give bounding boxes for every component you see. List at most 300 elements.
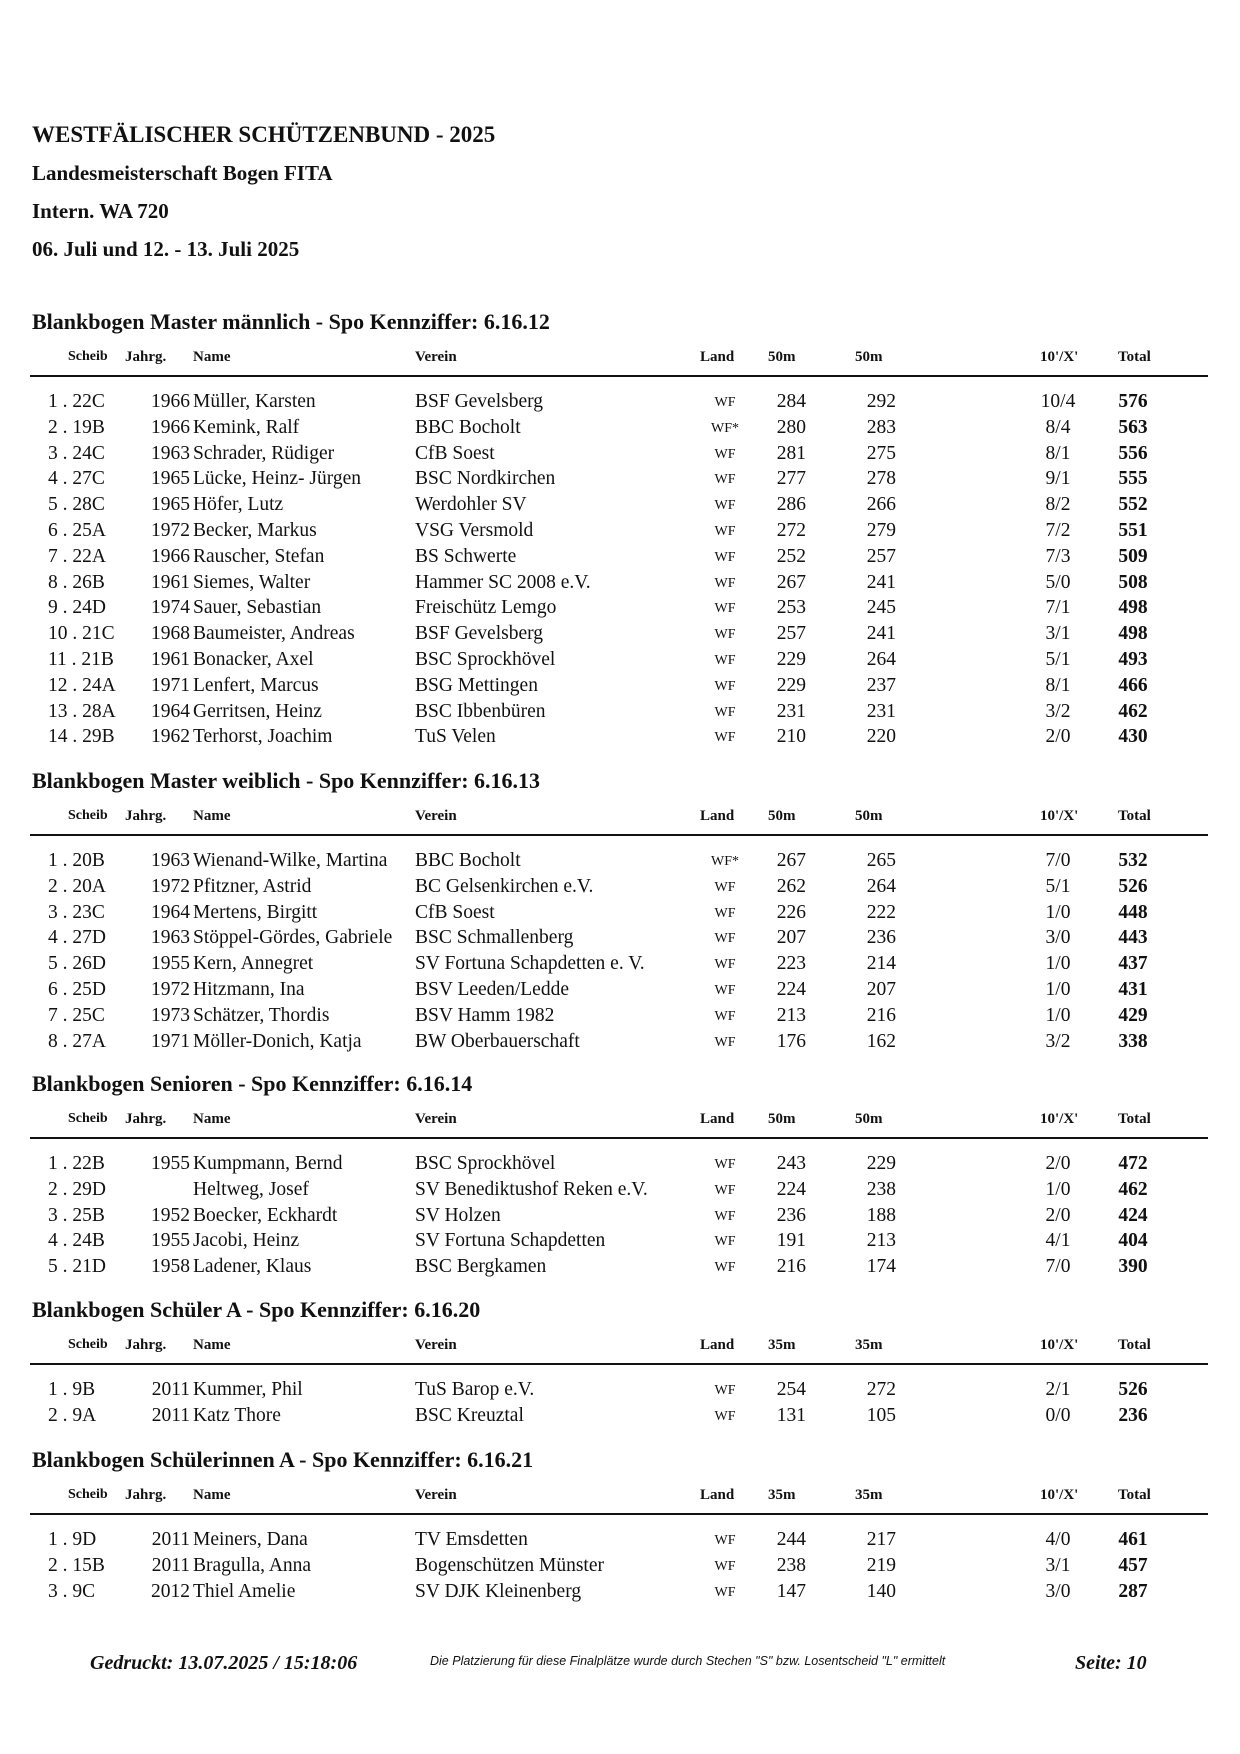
score-distance-1: 207: [776, 927, 806, 949]
region-code: WF: [714, 1383, 736, 1398]
athlete-name: Stöppel-Gördes, Gabriele: [193, 927, 393, 949]
rank-target: 2 . 29D: [48, 1178, 106, 1200]
region-code: WF: [714, 1157, 736, 1172]
rank-target: 2 . 19B: [48, 416, 105, 438]
tens-x-count: 5/1: [1045, 648, 1071, 670]
rank-target: 3 . 23C: [48, 901, 105, 923]
score-distance-2: 236: [866, 927, 896, 949]
score-distance-1: 224: [776, 978, 806, 1000]
athlete-name: Höfer, Lutz: [193, 494, 284, 516]
region-code: WF: [714, 627, 736, 643]
total-score: 498: [1118, 623, 1148, 645]
club-name: BC Gelsenkirchen e.V.: [415, 875, 594, 897]
region-code: WF: [714, 498, 736, 514]
score-distance-1: 267: [776, 850, 806, 871]
score-distance-1: 226: [776, 901, 806, 923]
tens-x-count: 7/1: [1045, 597, 1071, 619]
total-score: 526: [1118, 875, 1148, 897]
rank-target: 1 . 9D: [48, 1529, 97, 1550]
rank-target: 2 . 9A: [48, 1404, 97, 1426]
total-score: 532: [1118, 850, 1148, 871]
header-divider: [30, 1513, 1208, 1515]
results-table: [0, 1153, 1240, 1282]
score-distance-2: 292: [866, 391, 896, 412]
club-name: BBC Bocholt: [415, 850, 521, 871]
print-timestamp: Gedruckt: 13.07.2025 / 15:18:06: [90, 1652, 358, 1674]
score-distance-1: 176: [776, 1030, 806, 1052]
region-code: WF: [714, 957, 736, 973]
tens-x-count: 3/1: [1045, 623, 1071, 645]
region-code: WF: [714, 575, 736, 591]
column-header-row: [0, 1337, 1240, 1357]
score-distance-2: 278: [866, 468, 896, 490]
athlete-name: Schrader, Rüdiger: [193, 442, 335, 464]
region-code: WF: [714, 1034, 736, 1050]
table-row: [0, 649, 1240, 675]
birth-year: 2011: [151, 1529, 190, 1550]
tens-x-count: 3/0: [1045, 1580, 1071, 1602]
club-name: Bogenschützen Münster: [415, 1554, 605, 1576]
athlete-name: Pfitzner, Astrid: [193, 875, 312, 897]
column-header-land: Land: [700, 1337, 735, 1353]
total-score: 563: [1118, 416, 1148, 438]
score-distance-1: 272: [776, 519, 806, 541]
tens-x-count: 3/0: [1045, 927, 1071, 949]
tens-x-count: 0/0: [1045, 1404, 1071, 1426]
birth-year: 1964: [151, 700, 190, 722]
club-name: BSC Bergkamen: [415, 1256, 547, 1278]
score-distance-2: 229: [866, 1153, 896, 1174]
tens-x-count: 5/0: [1045, 571, 1071, 593]
table-row: [0, 979, 1240, 1005]
table-row: [0, 1031, 1240, 1057]
athlete-name: Baumeister, Andreas: [193, 623, 355, 645]
club-name: BBC Bocholt: [415, 416, 521, 438]
score-distance-2: 231: [866, 700, 896, 722]
athlete-name: Bonacker, Axel: [193, 648, 314, 670]
total-score: 466: [1118, 674, 1148, 696]
region-code: WF: [714, 730, 736, 746]
score-distance-2: 220: [866, 726, 896, 748]
birth-year: 2011: [151, 1554, 190, 1576]
birth-year: 1974: [151, 597, 190, 619]
score-distance-1: 281: [776, 442, 806, 464]
club-name: CfB Soest: [415, 901, 495, 923]
club-name: SV Fortuna Schapdetten: [415, 1230, 606, 1252]
region-code: WF: [714, 1260, 736, 1276]
column-header-name: Name: [193, 1487, 231, 1503]
birth-year: 1955: [151, 1230, 190, 1252]
club-name: Hammer SC 2008 e.V.: [415, 571, 591, 593]
score-distance-2: 105: [866, 1404, 896, 1426]
athlete-name: Kern, Annegret: [193, 953, 314, 975]
score-distance-1: 229: [776, 648, 806, 670]
total-score: 462: [1118, 700, 1148, 722]
column-header-x: 10'/X': [1040, 349, 1079, 365]
table-row: [0, 876, 1240, 902]
rank-target: 8 . 27A: [48, 1030, 106, 1052]
score-distance-1: 236: [776, 1204, 806, 1226]
region-code: WF: [714, 523, 736, 539]
total-score: 430: [1118, 726, 1148, 748]
column-header-d2: 50m: [855, 808, 883, 824]
table-row: [0, 1230, 1240, 1256]
tens-x-count: 10/4: [1040, 391, 1076, 412]
athlete-name: Kummer, Phil: [193, 1379, 303, 1400]
score-distance-1: 213: [776, 1004, 806, 1026]
score-distance-1: 254: [776, 1379, 806, 1400]
page-footer: [0, 1652, 1240, 1682]
total-score: 404: [1118, 1230, 1148, 1252]
region-code: WF: [714, 905, 736, 921]
athlete-name: Kumpmann, Bernd: [193, 1153, 343, 1174]
table-row: [0, 1529, 1240, 1555]
athlete-name: Lücke, Heinz- Jürgen: [193, 468, 362, 490]
rank-target: 12 . 24A: [48, 674, 116, 696]
region-code: WF: [714, 879, 736, 895]
total-score: 526: [1118, 1379, 1148, 1400]
column-header-x: 10'/X': [1040, 1337, 1079, 1353]
rank-target: 3 . 25B: [48, 1204, 105, 1226]
rank-target: 7 . 25C: [48, 1004, 105, 1026]
table-row: [0, 953, 1240, 979]
score-distance-2: 238: [866, 1178, 896, 1200]
section-title: Blankbogen Master männlich - Spo Kennziffer: 6.16.12: [32, 309, 550, 334]
club-name: BSC Sprockhövel: [415, 1153, 556, 1174]
results-table: [0, 850, 1240, 1056]
birth-year: 1968: [151, 623, 190, 645]
column-header-x: 10'/X': [1040, 1111, 1079, 1127]
rank-target: 5 . 28C: [48, 494, 105, 516]
column-header-total: Total: [1118, 808, 1151, 824]
score-distance-2: 162: [866, 1030, 896, 1052]
total-score: 431: [1118, 978, 1148, 1000]
column-header-d1: 50m: [768, 1111, 796, 1127]
total-score: 236: [1118, 1404, 1148, 1426]
club-name: TV Emsdetten: [415, 1529, 528, 1550]
table-row: [0, 546, 1240, 572]
header-divider: [30, 1363, 1208, 1365]
total-score: 551: [1118, 519, 1148, 541]
athlete-name: Siemes, Walter: [193, 571, 311, 593]
table-row: [0, 468, 1240, 494]
rank-target: 4 . 24B: [48, 1230, 105, 1252]
club-name: BSC Schmallenberg: [415, 927, 574, 949]
region-code: WF*: [711, 854, 739, 869]
birth-year: 1964: [151, 901, 190, 923]
score-distance-1: 147: [776, 1580, 806, 1602]
tens-x-count: 4/1: [1045, 1230, 1071, 1252]
birth-year: 1952: [151, 1204, 190, 1226]
total-score: 493: [1118, 648, 1148, 670]
column-header-row: [0, 808, 1240, 828]
rank-target: 8 . 26B: [48, 571, 105, 593]
athlete-name: Sauer, Sebastian: [193, 597, 322, 619]
region-code: WF: [714, 652, 736, 668]
column-header-d1: 50m: [768, 808, 796, 824]
birth-year: 2011: [151, 1404, 190, 1426]
column-header-land: Land: [700, 808, 735, 824]
athlete-name: Wienand-Wilke, Martina: [193, 850, 388, 871]
total-score: 555: [1118, 468, 1148, 490]
column-header-row: [0, 1111, 1240, 1131]
birth-year: 1961: [151, 571, 190, 593]
birth-year: 1963: [151, 927, 190, 949]
score-distance-2: 279: [866, 519, 896, 541]
total-score: 556: [1118, 442, 1148, 464]
tens-x-count: 8/1: [1045, 674, 1071, 696]
tens-x-count: 1/0: [1045, 1004, 1071, 1026]
column-header-jahrg: Jahrg.: [125, 349, 167, 365]
athlete-name: Bragulla, Anna: [193, 1554, 312, 1576]
score-distance-2: 264: [866, 875, 896, 897]
birth-year: 1965: [151, 494, 190, 516]
section-title: Blankbogen Senioren - Spo Kennziffer: 6.16.14: [32, 1071, 473, 1096]
birth-year: 1971: [151, 1030, 190, 1052]
table-row: [0, 1256, 1240, 1282]
score-distance-1: 231: [776, 700, 806, 722]
tens-x-count: 3/2: [1045, 1030, 1071, 1052]
score-distance-2: 216: [866, 1004, 896, 1026]
score-distance-1: 280: [776, 416, 806, 438]
club-name: VSG Versmold: [415, 519, 534, 541]
score-distance-1: 216: [776, 1256, 806, 1278]
header-divider: [30, 834, 1208, 836]
athlete-name: Thiel Amelie: [193, 1580, 296, 1602]
rank-target: 3 . 24C: [48, 442, 105, 464]
athlete-name: Terhorst, Joachim: [193, 726, 333, 748]
total-score: 287: [1118, 1580, 1148, 1602]
column-header-d2: 50m: [855, 349, 883, 365]
region-code: WF: [714, 1533, 736, 1548]
score-distance-1: 229: [776, 674, 806, 696]
birth-year: 1966: [151, 416, 190, 438]
club-name: BSC Kreuztal: [415, 1404, 524, 1426]
region-code: WF: [714, 1584, 736, 1600]
results-table: [0, 391, 1240, 752]
column-header-x: 10'/X': [1040, 1487, 1079, 1503]
score-distance-2: 265: [866, 850, 896, 871]
column-header-scheib: Scheib: [68, 1337, 108, 1352]
round-name: Intern. WA 720: [32, 199, 169, 223]
rank-target: 3 . 9C: [48, 1580, 96, 1602]
score-distance-1: 277: [776, 468, 806, 490]
column-header-d2: 35m: [855, 1337, 883, 1353]
tens-x-count: 1/0: [1045, 901, 1071, 923]
column-header-row: [0, 1487, 1240, 1507]
score-distance-2: 213: [866, 1230, 896, 1252]
club-name: Werdohler SV: [415, 494, 527, 516]
region-code: WF: [714, 931, 736, 947]
table-row: [0, 726, 1240, 752]
event-dates: 06. Juli und 12. - 13. Juli 2025: [32, 237, 300, 261]
rank-target: 4 . 27D: [48, 927, 106, 949]
page-number: Seite: 10: [1075, 1652, 1147, 1674]
rank-target: 5 . 26D: [48, 953, 106, 975]
column-header-d1: 35m: [768, 1487, 796, 1503]
birth-year: 1958: [151, 1256, 190, 1278]
score-distance-2: 266: [866, 494, 896, 516]
club-name: SV Holzen: [415, 1204, 501, 1226]
rank-target: 1 . 22C: [48, 391, 105, 412]
rank-target: 7 . 22A: [48, 545, 106, 567]
column-header-name: Name: [193, 349, 231, 365]
column-header-verein: Verein: [415, 1337, 457, 1353]
tens-x-count: 1/0: [1045, 953, 1071, 975]
score-distance-2: 188: [866, 1204, 896, 1226]
club-name: TuS Velen: [415, 726, 496, 748]
event-name: Landesmeisterschaft Bogen FITA: [32, 161, 333, 185]
score-distance-1: 252: [776, 545, 806, 567]
birth-year: 1972: [151, 519, 190, 541]
score-distance-2: 241: [866, 571, 896, 593]
total-score: 498: [1118, 597, 1148, 619]
club-name: BSV Hamm 1982: [415, 1004, 555, 1026]
rank-target: 2 . 20A: [48, 875, 106, 897]
table-row: [0, 417, 1240, 443]
score-distance-2: 214: [866, 953, 896, 975]
club-name: Freischütz Lemgo: [415, 597, 557, 619]
score-distance-2: 264: [866, 648, 896, 670]
region-code: WF: [714, 1408, 736, 1424]
score-distance-2: 207: [866, 978, 896, 1000]
section-title: Blankbogen Schüler A - Spo Kennziffer: 6.16.20: [32, 1297, 481, 1322]
tens-x-count: 2/0: [1045, 726, 1071, 748]
birth-year: 1966: [151, 545, 190, 567]
region-code: WF: [714, 1208, 736, 1224]
rank-target: 11 . 21B: [48, 648, 114, 670]
table-row: [0, 1379, 1240, 1405]
table-row: [0, 1581, 1240, 1607]
column-header-jahrg: Jahrg.: [125, 1337, 167, 1353]
table-row: [0, 494, 1240, 520]
region-code: WF: [714, 446, 736, 462]
athlete-name: Möller-Donich, Katja: [193, 1030, 362, 1052]
birth-year: 1955: [151, 1153, 190, 1174]
column-header-jahrg: Jahrg.: [125, 808, 167, 824]
birth-year: 1965: [151, 468, 190, 490]
score-distance-1: 257: [776, 623, 806, 645]
score-distance-2: 140: [866, 1580, 896, 1602]
athlete-name: Becker, Markus: [193, 519, 317, 541]
header-divider: [30, 375, 1208, 377]
total-score: 552: [1118, 494, 1148, 516]
column-header-scheib: Scheib: [68, 808, 108, 823]
table-row: [0, 675, 1240, 701]
region-code: WF: [714, 1234, 736, 1250]
club-name: BSC Nordkirchen: [415, 468, 556, 490]
column-header-verein: Verein: [415, 349, 457, 365]
score-distance-2: 241: [866, 623, 896, 645]
column-header-scheib: Scheib: [68, 349, 108, 364]
tens-x-count: 9/1: [1045, 468, 1071, 490]
total-score: 448: [1118, 901, 1148, 923]
total-score: 429: [1118, 1004, 1148, 1026]
footer-note: Die Platzierung für diese Finalplätze wurde durch Stechen "S" bzw. Losentscheid "L" ermittelt: [430, 1654, 946, 1668]
region-code: WF: [714, 395, 736, 410]
column-header-jahrg: Jahrg.: [125, 1111, 167, 1127]
birth-year: 1971: [151, 674, 190, 696]
column-header-land: Land: [700, 1111, 735, 1127]
column-header-total: Total: [1118, 349, 1151, 365]
table-row: [0, 520, 1240, 546]
table-row: [0, 443, 1240, 469]
rank-target: 6 . 25D: [48, 978, 106, 1000]
athlete-name: Meiners, Dana: [193, 1529, 308, 1550]
athlete-name: Heltweg, Josef: [193, 1178, 309, 1200]
column-header-verein: Verein: [415, 808, 457, 824]
total-score: 457: [1118, 1554, 1148, 1576]
region-code: WF*: [711, 420, 739, 436]
birth-year: 1961: [151, 648, 190, 670]
score-distance-2: 174: [866, 1256, 896, 1278]
rank-target: 5 . 21D: [48, 1256, 106, 1278]
birth-year: 2012: [151, 1580, 190, 1602]
score-distance-1: 210: [776, 726, 806, 748]
column-header-d2: 35m: [855, 1487, 883, 1503]
score-distance-1: 191: [776, 1230, 806, 1252]
score-distance-2: 217: [866, 1529, 896, 1550]
total-score: 437: [1118, 953, 1148, 975]
rank-target: 1 . 9B: [48, 1379, 96, 1400]
column-header-scheib: Scheib: [68, 1487, 108, 1502]
tens-x-count: 1/0: [1045, 1178, 1071, 1200]
column-header-row: [0, 349, 1240, 369]
tens-x-count: 7/0: [1045, 850, 1071, 871]
region-code: WF: [714, 678, 736, 694]
birth-year: 1963: [151, 850, 190, 871]
column-header-total: Total: [1118, 1487, 1151, 1503]
tens-x-count: 3/2: [1045, 700, 1071, 722]
table-row: [0, 927, 1240, 953]
table-row: [0, 701, 1240, 727]
column-header-name: Name: [193, 1111, 231, 1127]
rank-target: 9 . 24D: [48, 597, 106, 619]
athlete-name: Jacobi, Heinz: [193, 1230, 300, 1252]
club-name: BW Oberbauerschaft: [415, 1030, 580, 1052]
column-header-land: Land: [700, 1487, 735, 1503]
column-header-name: Name: [193, 1337, 231, 1353]
results-table: [0, 1379, 1240, 1431]
region-code: WF: [714, 472, 736, 488]
birth-year: 1963: [151, 442, 190, 464]
club-name: SV Fortuna Schapdetten e. V.: [415, 953, 645, 975]
score-distance-2: 219: [866, 1554, 896, 1576]
tens-x-count: 1/0: [1045, 978, 1071, 1000]
column-header-d2: 50m: [855, 1111, 883, 1127]
birth-year: 1972: [151, 978, 190, 1000]
score-distance-2: 245: [866, 597, 896, 619]
tens-x-count: 2/1: [1045, 1379, 1071, 1400]
tens-x-count: 7/0: [1045, 1256, 1071, 1278]
table-row: [0, 623, 1240, 649]
tens-x-count: 7/2: [1045, 519, 1071, 541]
column-header-jahrg: Jahrg.: [125, 1487, 167, 1503]
score-distance-1: 131: [776, 1404, 806, 1426]
score-distance-2: 272: [866, 1379, 896, 1400]
athlete-name: Gerritsen, Heinz: [193, 700, 322, 722]
total-score: 576: [1118, 391, 1148, 412]
club-name: BS Schwerte: [415, 545, 517, 567]
column-header-scheib: Scheib: [68, 1111, 108, 1126]
score-distance-1: 284: [776, 391, 806, 412]
score-distance-2: 237: [866, 674, 896, 696]
region-code: WF: [714, 1008, 736, 1024]
rank-target: 4 . 27C: [48, 468, 105, 490]
tens-x-count: 4/0: [1045, 1529, 1071, 1550]
column-header-d1: 35m: [768, 1337, 796, 1353]
birth-year: 1966: [151, 391, 190, 412]
